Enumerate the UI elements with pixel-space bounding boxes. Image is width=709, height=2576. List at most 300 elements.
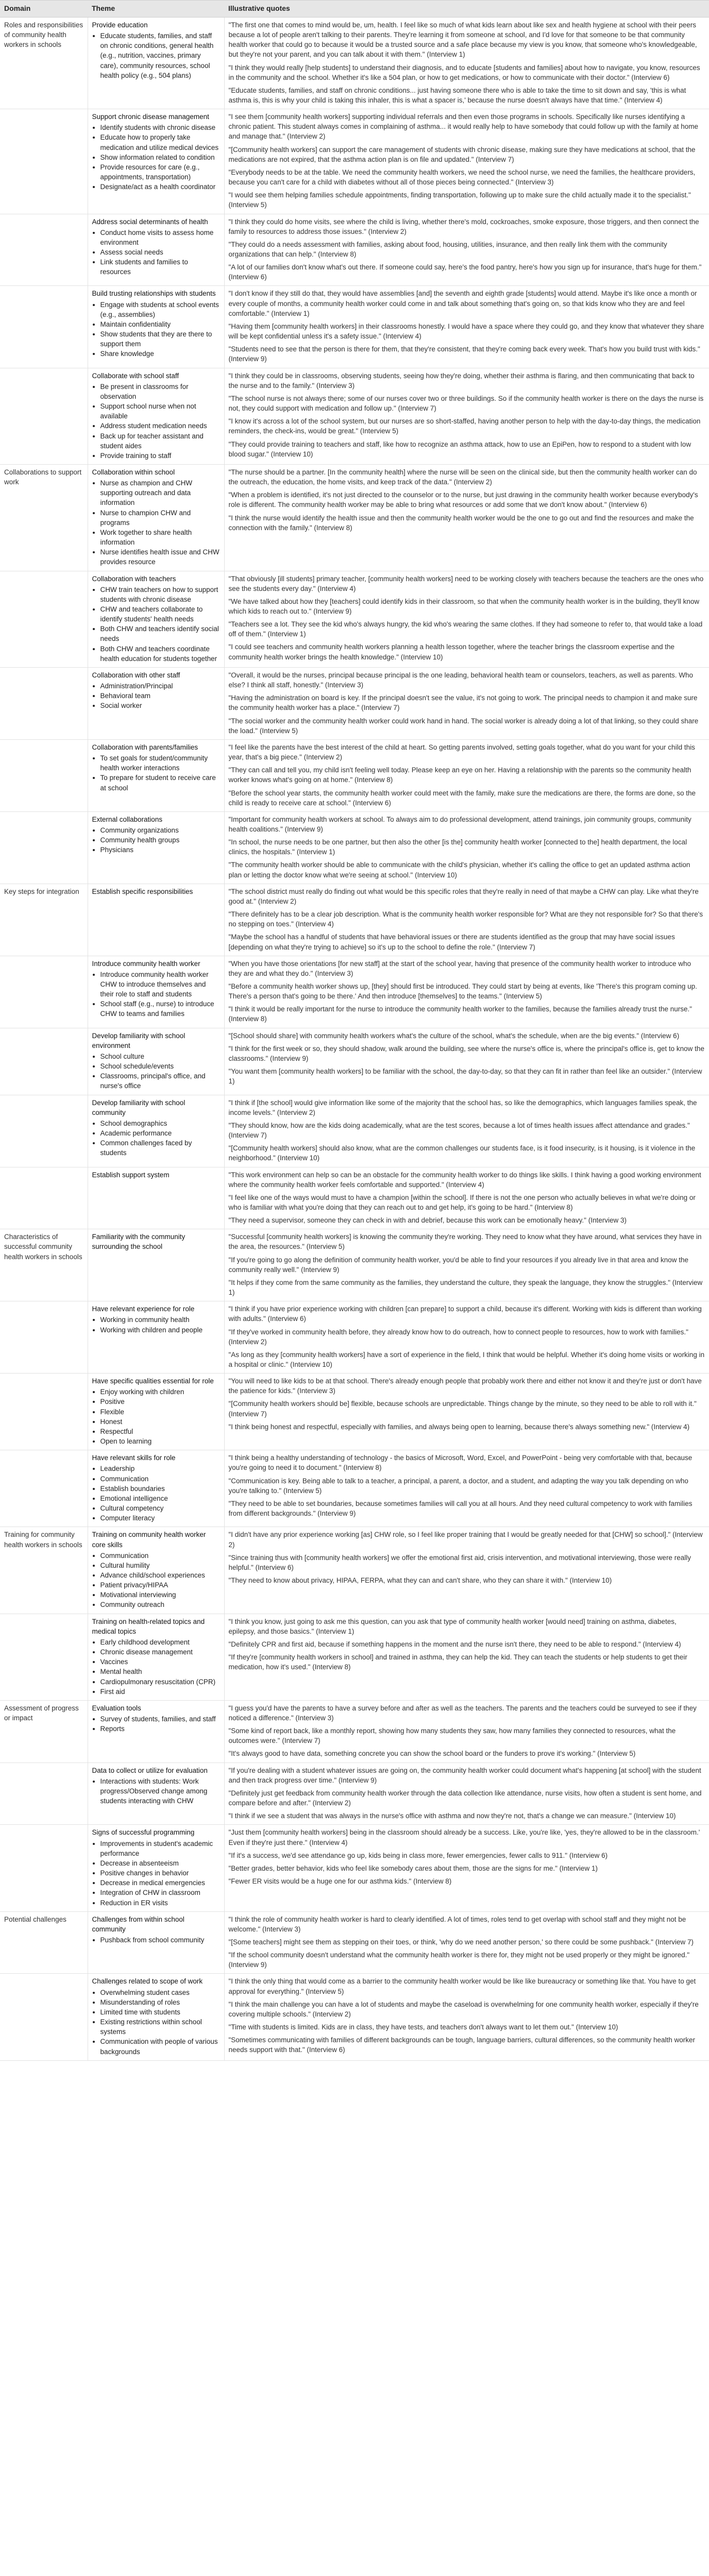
illustrative-quote: "The school nurse is not always there; some of our nurses cover two or three buildings. So if the community health worker is there on the days the nurse is not, they could support with medication and follow up." (Interview 7) [228,394,704,413]
subtheme-item: • Advance child/school experiences [100,1570,220,1580]
theme-cell [88,214,224,286]
subtheme-item: • Nurse to champion CHW and programs [100,508,220,528]
table-row [0,214,709,286]
illustrative-quote: "Communication is key. Being able to talk to a teacher, a principal, a parent, a doctor, and a student, and adapting the way you talk depending on who you're talking to." (Interview 5) [228,1477,688,1495]
domain-cell [0,368,88,464]
subtheme-list [92,970,220,1019]
illustrative-quote: "[Community health workers should be] flexible, because schools are unpredictable. Things change by the minute, so they need to be able to roll with it." (Interview 7) [228,1400,697,1418]
subtheme-list [92,123,220,192]
theme-title: Training on community health worker core skills [92,1531,206,1549]
quotes-cell [224,1825,709,1911]
illustrative-quote: "I see them [community health workers] supporting individual referrals and then even those programs in schools. Specifically like nurses identifying a chronic patient. This student always comes in complaining of asthma... it would really help to have somebody that could follow up with the family at home and manage that." (Interview 2) [228,113,698,141]
illustrative-quote: "The social worker and the community health worker could work hand in hand. The social worker is already doing a lot of that linking, so they could share the load." (Interview 5) [228,717,699,735]
theme-cell [88,1911,224,1974]
domain-cell [0,1974,88,2060]
illustrative-quote: "If they're [community health workers in school] and trained in asthma, they can help the kid. They can teach the students or help students to get their medication, how it's used." (Interview 8) [228,1653,687,1671]
subtheme-item: • Decrease in absenteeism [100,1858,220,1868]
illustrative-quote: "You want them [community health workers] to be familiar with the school, the day-to-day, so that they can fit in rather than feel like an outsider." (Interview 1) [228,1067,702,1086]
quotes-cell [224,571,709,667]
subtheme-item: • Work together to share health information [100,528,220,547]
subtheme-item: • Link students and families to resources [100,257,220,277]
domain-cell [0,739,88,811]
subtheme-item: • Share knowledge [100,349,220,359]
domain-cell [0,1301,88,1374]
illustrative-quote: "They could provide training to teachers and staff, like how to recognize an asthma attack, how to use an EpiPen, how to respond to a student with low blood sugar." (Interview 10) [228,440,691,458]
subtheme-list [92,1052,220,1091]
theme-cell [88,1167,224,1229]
subtheme-item: • School culture [100,1052,220,1061]
subtheme-item: • Provide training to staff [100,451,220,461]
quotes-cell [224,1229,709,1301]
theme-cell [88,1825,224,1911]
theme-title: Collaborate with school staff [92,371,179,380]
subtheme-item: • Interactions with students: Work progress/Observed change among students interacting with CHW [100,1776,220,1806]
subtheme-list [92,228,220,277]
table-row [0,571,709,667]
table-row [0,1974,709,2060]
subtheme-item: • Engage with students at school events (e.g., assemblies) [100,300,220,319]
theme-title: Provide education [92,21,148,29]
subtheme-item: • School demographics [100,1118,220,1128]
illustrative-quote: "I think for the first week or so, they should shadow, walk around the building, see where the nurse's office is, where the principal's office is, get to know the classrooms." (Interview 9) [228,1044,704,1062]
table-row [0,1374,709,1450]
subtheme-item: • Computer literacy [100,1513,220,1523]
subtheme-item: • Positive changes in behavior [100,1868,220,1878]
table-row [0,1762,709,1825]
subtheme-item: • CHW and teachers collaborate to identify students' health needs [100,604,220,624]
illustrative-quote: "I think they could do home visits, see where the child is living, whether there's mold, cockroaches, smoke exposure, those triggers, and then connect the family to resources to address those issues." (Interview 2) [228,217,699,235]
theme-cell [88,667,224,739]
table-row [0,1825,709,1911]
theme-cell [88,739,224,811]
subtheme-item: • Provide resources for care (e.g., appointments, transportation) [100,162,220,182]
theme-title: Collaboration with other staff [92,671,180,679]
subtheme-item: • Leadership [100,1464,220,1473]
theme-title: Develop familiarity with school community [92,1098,185,1116]
illustrative-quote: "I think being a healthy understanding of technology - the basics of Microsoft, Word, Excel, and PowerPoint - being very comfortable with that, because you're going to need it to document." (Interview 8) [228,1454,693,1472]
domain-cell [0,1614,88,1700]
illustrative-quote: "I feel like the parents have the best interest of the child at heart. So getting parents involved, setting goals together, what do you want for your child this year, that's a big piece." (Interview 2) [228,743,695,761]
illustrative-quote: "I don't know if they still do that, they would have assemblies [and] the seventh and eighth grade [students] would attend. Maybe it's like once a month or every couple of months, a community health worker could come in and talk about something that's going on, so that kids know who they are and feel comfortable." (Interview 1) [228,290,697,317]
illustrative-quote: "If you're going to go along the definition of community health worker, you'd be able to find your resources if you already live in that area and know the community really well." (Interview 9) [228,1256,688,1274]
illustrative-quote: "I think the only thing that would come as a barrier to the community health worker would be like like bureaucracy or something like that. You have to get approval for everything." (Interview 5) [228,1977,696,1995]
subtheme-item: • First aid [100,1687,220,1697]
illustrative-quote: "Sometimes communicating with families of different backgrounds can be tough, language barriers, cultural differences, so the community health worker needs support with that." (Interview 6) [228,2036,696,2054]
quotes-cell [224,286,709,368]
theme-title: Have relevant experience for role [92,1305,195,1313]
subtheme-item: • Back up for teacher assistant and student aides [100,431,220,451]
illustrative-quote: "The school district must really do finding out what would be this specific roles that they're really in need of that maybe a CHW can play. Like what they're good at." (Interview 2) [228,887,699,905]
subtheme-item: • Educate students, families, and staff on chronic conditions, general health (e.g., nutrition, vaccines, primary care), community resources, school health policy (e.g., 504 plans) [100,31,220,80]
subtheme-item: • Both CHW and teachers coordinate health education for students together [100,644,220,664]
domain-cell: Key steps for integration [0,884,88,956]
subtheme-list [92,1464,220,1523]
subtheme-item: • Designate/act as a health coordinator [100,182,220,192]
theme-title: Collaboration with teachers [92,574,176,583]
subtheme-list [92,1935,220,1945]
subtheme-item: • Nurse as champion and CHW supporting outreach and data information [100,478,220,507]
illustrative-quote: "Having the administration on board is key. If the principal doesn't see the value, it's not going to work. The principal needs to champion it and make sure the community health worker has a place." (Interview 7) [228,694,698,712]
subtheme-list [92,681,220,710]
illustrative-quote: "Better grades, better behavior, kids who feel like somebody cares about them, those are the signs for me." (Interview 1) [228,1864,598,1872]
header-theme: Theme [88,1,224,18]
subtheme-item: • Cultural humility [100,1561,220,1570]
subtheme-item: • Reports [100,1724,220,1734]
quotes-cell [224,17,709,109]
illustrative-quote: "Definitely just get feedback from community health worker through the data collection like attendance, nurse visits, how often a student is sent home, and compare before and after." (Interview 2) [228,1789,702,1807]
table-row [0,109,709,214]
theme-title: Data to collect or utilize for evaluation [92,1766,208,1774]
illustrative-quote: "I think you know, just going to ask me this question, can you ask that type of community health worker [would need] training on asthma, diabetes, epilepsy, and those basics." (Interview 1) [228,1617,677,1635]
theme-title: Establish support system [92,1171,170,1179]
subtheme-list [92,382,220,461]
theme-cell [88,1374,224,1450]
illustrative-quote: "It helps if they come from the same community as the families, they understand the culture, they speak the language, they know the struggles." (Interview 1) [228,1278,703,1297]
quotes-cell [224,1301,709,1374]
subtheme-item: • Flexible [100,1407,220,1417]
subtheme-item: • Overwhelming student cases [100,1988,220,1997]
theme-title: Develop familiarity with school environment [92,1031,185,1049]
subtheme-item: • To set goals for student/community health worker interactions [100,753,220,773]
subtheme-item: • Honest [100,1417,220,1427]
illustrative-quote: "They need to know about privacy, HIPAA, FERPA, what they can and can't share, who they can share it with." (Interview 10) [228,1576,612,1584]
subtheme-list [92,825,220,855]
quotes-cell [224,1450,709,1527]
subtheme-item: • Support school nurse when not available [100,401,220,421]
illustrative-quote: "Everybody needs to be at the table. We need the community health workers, we need the school nurse, we need the families, the healthcare providers, because you can't care for a child with diabetes without all of those pieces being connected." (Interview 3) [228,168,696,187]
theme-cell [88,1527,224,1614]
subtheme-item: • Cardiopulmonary resuscitation (CPR) [100,1677,220,1687]
illustrative-quote: "If the school community doesn't understand what the community health worker is there for, they might not be used properly or they might be ignored." (Interview 9) [228,1951,690,1969]
theme-cell [88,1301,224,1374]
subtheme-item: • Pushback from school community [100,1935,220,1945]
quotes-cell [224,1614,709,1700]
domain-cell [0,214,88,286]
subtheme-item: • Common challenges faced by students [100,1138,220,1158]
illustrative-quote: "I could see teachers and community health workers planning a health lesson together, where the teacher brings the classroom expertise and the community health worker brings the health knowledge." (Interview 10) [228,643,675,661]
illustrative-quote: "We have talked about how they [teachers] could identify kids in their classroom, so that when the community health worker is in the building, they'll know which kids to reach out to." (Interview 9) [228,597,700,615]
illustrative-quote: "The nurse should be a partner. [In the community health] where the nurse will be seen on the clinical side, but then the community health worker can do the outreach, the education, the home visits, and keep track of the data." (Interview 2) [228,468,697,486]
illustrative-quote: "I think if [the school] would give information like some of the majority that the school has, so like the demographics, which languages families speak, the income levels." (Interview 2) [228,1098,697,1116]
theme-title: Have specific qualities essential for role [92,1377,214,1385]
subtheme-item: • Open to learning [100,1436,220,1446]
subtheme-list [92,1839,220,1908]
theme-cell [88,884,224,956]
table-row [0,1527,709,1614]
domain-cell: Roles and responsibilities of community health workers in schools [0,17,88,109]
illustrative-quote: "I didn't have any prior experience working [as] CHW role, so I feel like proper training that I would be greatly needed for that [CHW] so school]." (Interview 2) [228,1531,703,1549]
subtheme-item: • School schedule/events [100,1061,220,1071]
illustrative-quote: "If it's a success, we'd see attendance go up, kids being in class more, fewer emergencies, fewer calls to 911." (Interview 6) [228,1851,608,1859]
illustrative-quote: "I think it would be really important for the nurse to introduce the community health worker to the families, because the families already trust the nurse." (Interview 8) [228,1005,693,1023]
illustrative-quote: "I know it's across a lot of the school system, but our nurses are so short-staffed, having another person to help with the day-to-day things, the medication reminders, the check-ins, would be great." (Interview 5) [228,417,701,435]
quotes-cell [224,464,709,571]
subtheme-list [92,753,220,793]
subtheme-item: • Address student medication needs [100,421,220,431]
illustrative-quote: "It's always good to have data, something concrete you can show the school board or the funders to prove it's working." (Interview 5) [228,1750,636,1758]
subtheme-item: • Cultural competency [100,1503,220,1513]
subtheme-item: • Show information related to condition [100,152,220,162]
theme-title: Challenges related to scope of work [92,1977,203,1986]
illustrative-quote: "I would see them helping families schedule appointments, finding transportation, following up to make sure the child actually made it to the specialist." (Interview 5) [228,191,691,209]
illustrative-quote: "Students need to see that the person is there for them, that they're consistent, that they're coming back every week. That's how you build trust with kids." (Interview 9) [228,345,700,363]
domain-cell [0,667,88,739]
table-row [0,1028,709,1095]
theme-title: Introduce community health worker [92,959,200,968]
quotes-cell [224,884,709,956]
quotes-cell [224,1527,709,1614]
theme-cell [88,368,224,464]
theme-cell [88,464,224,571]
illustrative-quote: "Just them [community health workers] being in the classroom should already be a success. Like, you're like, 'yes, they're allowed to be in the classroom.' Even if they're just there." (Interview 4) [228,1828,700,1846]
theme-cell [88,956,224,1028]
table-row [0,17,709,109]
table-row [0,884,709,956]
subtheme-item: • Reduction in ER visits [100,1898,220,1908]
subtheme-item: • Conduct home visits to assess home environment [100,228,220,247]
table-row [0,739,709,811]
subtheme-item: • Both CHW and teachers identify social needs [100,624,220,643]
subtheme-item: • Show students that they are there to support them [100,329,220,349]
table-row [0,1614,709,1700]
header-quotes: Illustrative quotes [224,1,709,18]
illustrative-quote: "Overall, it would be the nurses, principal because principal is the one leading, behavioral health team or counselors, teachers, as well as parents. Who else? I think all staff, honestly." (Interview 3) [228,671,694,689]
domain-cell [0,1825,88,1911]
table-body [0,17,709,2060]
domain-cell [0,286,88,368]
subtheme-list [92,478,220,567]
domain-cell: Training for community health workers in schools [0,1527,88,1614]
table-row [0,1700,709,1762]
theme-cell [88,1028,224,1095]
table-row [0,368,709,464]
domain-cell: Collaborations to support work [0,464,88,571]
subtheme-item: • Early childhood development [100,1637,220,1647]
subtheme-item: • Respectful [100,1427,220,1436]
illustrative-quote: "I think the nurse would identify the health issue and then the community health worker would be the one to go out and find the resources and make the connection with the family." (Interview 8) [228,514,694,532]
quotes-cell [224,1028,709,1095]
table-row [0,464,709,571]
domain-cell: Characteristics of successful community health workers in schools [0,1229,88,1301]
illustrative-quote: "Some kind of report back, like a monthly report, showing how many students they saw, how many families they connected to resources, what the outcomes were." (Interview 7) [228,1727,676,1745]
subtheme-item: • Patient privacy/HIPAA [100,1580,220,1590]
illustrative-quote: "They can call and tell you, my child isn't feeling well today. Please keep an eye on her. Having a relationship with the parents so the community health worker knows what's going on at home." (Interview 8) [228,766,691,784]
subtheme-item: • Behavioral team [100,691,220,701]
table-row [0,1095,709,1167]
subtheme-item: • Enjoy working with children [100,1387,220,1397]
subtheme-item: • Assess social needs [100,247,220,257]
subtheme-item: • Existing restrictions within school systems [100,2017,220,2037]
quotes-cell [224,1911,709,1974]
illustrative-quote: "[Community health workers] should also know, what are the common challenges our students face, is it food insecurity, is it housing, is it violence in the neighborhood." (Interview 10) [228,1144,696,1162]
subtheme-item: • Working with children and people [100,1325,220,1335]
subtheme-item: • Classrooms, principal's office, and nurse's office [100,1071,220,1091]
illustrative-quote: "When you have those orientations [for new staff] at the start of the school year, having that presence of the community health worker to introduce who they are and what they do." (Interview 3) [228,959,691,977]
subtheme-item: • Be present in classrooms for observation [100,382,220,401]
subtheme-list [92,31,220,80]
table-row [0,1229,709,1301]
illustrative-quote: "[School should share] with community health workers what's the culture of the school, what's the schedule, when are the big events." (Interview 6) [228,1031,680,1040]
table-row [0,1911,709,1974]
theme-title: Support chronic disease management [92,113,209,121]
subtheme-item: • Administration/Principal [100,681,220,691]
illustrative-quote: "Having them [community health workers] in their classrooms honestly. I would have a space where they could go, and they know that whatever they share will be kept confidential unless it's a safety issue." (Interview 4) [228,322,704,341]
illustrative-quote: "I think being honest and respectful, especially with families, and always being open to learning, because there's always something new." (Interview 4) [228,1422,690,1431]
header-domain: Domain [0,1,88,18]
illustrative-quote: "They need a supervisor, someone they can check in with and debrief, because this work can be emotionally heavy." (Interview 3) [228,1216,627,1225]
subtheme-list [92,1387,220,1446]
illustrative-quote: "They need to be able to set boundaries, because sometimes families will call you at all hours. And they need cultural competency to work with families from different backgrounds." (Interview 9) [228,1499,693,1518]
illustrative-quote: "Definitely CPR and first aid, because if something happens in the moment and the nurse isn't there, they need to be able to respond." (Interview 4) [228,1640,681,1648]
illustrative-quote: "The first one that comes to mind would be, um, health. I feel like so much of what kids learn about like sex and health hygiene at school with their peers because a lot of people aren't talking to their parents. They're learning it from someone at school, and I'd love for that someone to be that community health worker that could go to because it would be a trusted source and a safe place because my view is you know, that someone who's knowledgeable, but they're not your parent, and you can talk about it with them." (Interview 1) [228,21,697,59]
illustrative-quote: "If they've worked in community health before, they already know how to do outreach, how to connect people to resources, how to work with families." (Interview 2) [228,1328,688,1346]
subtheme-list [92,1551,220,1610]
theme-title: External collaborations [92,815,163,823]
domain-cell: Assessment of progress or impact [0,1700,88,1762]
table-row [0,811,709,884]
header-row [0,1,709,18]
subtheme-item: • CHW train teachers on how to support students with chronic disease [100,585,220,604]
quotes-cell [224,109,709,214]
illustrative-quote: "They could do a needs assessment with families, asking about food, housing, utilities, insurance, and then really link them with the community organizations that can help." (Interview 8) [228,240,667,258]
theme-cell [88,109,224,214]
domain-cell [0,1374,88,1450]
illustrative-quote: "I feel like one of the ways would must to have a champion [within the school]. If there is not the one person who actually believes in what we're doing or who is familiar with what you're doing that they can reach out to and get help, it's going to be hard." (Interview 8) [228,1193,696,1211]
table-row [0,667,709,739]
subtheme-item: • Integration of CHW in classroom [100,1888,220,1897]
quotes-cell [224,1762,709,1825]
illustrative-quote: "Before a community health worker shows up, [they] should first be introduced. They could start by being at events, like 'There's this program coming up. There's a person that's going to be there.' And then introduce [themselves] to the teams." (Interview 5) [228,982,697,1001]
quotes-cell [224,956,709,1028]
theme-cell [88,1614,224,1700]
illustrative-quote: "Before the school year starts, the community health worker could meet with the family, make sure the medications are there, the forms are done, so the child is ready to receive care at school." (Interview 6) [228,789,696,807]
illustrative-quote: "Time with students is limited. Kids are in class, they have tests, and teachers don't always want to let them out." (Interview 10) [228,2023,618,2031]
domain-cell [0,1762,88,1825]
illustrative-quote: "I think if you have prior experience working with children [can prepare] to support a child, because it's different. Working with kids is different than working with adults." (Interview 6) [228,1305,702,1323]
subtheme-item: • Maintain confidentiality [100,319,220,329]
quotes-cell [224,739,709,811]
subtheme-item: • Misunderstanding of roles [100,1997,220,2007]
theme-title: Challenges from within school community [92,1915,184,1933]
table-row [0,1167,709,1229]
theme-cell [88,1700,224,1762]
illustrative-quote: "As long as they [community health workers] have a sort of experience in the field, I think that would be helpful. Whether it's doing home visits or working in a hospital or clinic." (Interview 10) [228,1350,705,1368]
subtheme-item: • Physicians [100,845,220,855]
subtheme-item: • Survey of students, families, and staff [100,1714,220,1724]
subtheme-item: • Community health groups [100,835,220,845]
domain-cell [0,956,88,1028]
domain-cell [0,571,88,667]
subtheme-item: • Working in community health [100,1315,220,1325]
subtheme-item: • Community outreach [100,1600,220,1609]
subtheme-item: • Positive [100,1397,220,1406]
illustrative-quote: "They should know, how are the kids doing academically, what are the test scores, because a lot of times health issues affect attendance and grades." (Interview 7) [228,1121,690,1140]
theme-cell [88,1974,224,2060]
illustrative-quote: "Maybe the school has a handful of students that have behavioral issues or there are students identified as the group that may have social issues [depending on what they're trying to achieve] so it's up to the school to define the role." (Interview 7) [228,933,675,951]
illustrative-quote: "There definitely has to be a clear job description. What is the community health worker responsible for? What are they not responsible for? So that there's no stepping on toes." (Interview 4) [228,910,703,928]
quotes-cell [224,1700,709,1762]
theme-title: Address social determinants of health [92,217,208,226]
theme-cell [88,1762,224,1825]
subtheme-item: • School staff (e.g., nurse) to introduce CHW to teams and families [100,999,220,1019]
subtheme-item: • Chronic disease management [100,1647,220,1657]
subtheme-item: • Improvements in student's academic performance [100,1839,220,1858]
theme-cell [88,1229,224,1301]
illustrative-quote: "[Some teachers] might see them as stepping on their toes, or think, 'why do we need another person,' so there could be some pushback." (Interview 7) [228,1938,694,1946]
illustrative-quote: "Educate students, families, and staff on chronic conditions... just having someone there who is able to take the time to sit down and say, 'this is what asthma is, this is why your child is taking this inhaler, this is what a spacer is,' because the nurse doesn't always have that time." (Interview 4) [228,86,686,104]
subtheme-list [92,1988,220,2057]
subtheme-item: • Nurse identifies health issue and CHW provides resource [100,547,220,567]
theme-title: Signs of successful programming [92,1828,195,1837]
illustrative-quote: "When a problem is identified, it's not just directed to the counselor or to the nurse, but just drawing in the community health worker because everybody's role is different. The community health worker may be able to bring what resources or add some that we don't know about." (Interview 6) [228,491,698,509]
quotes-cell [224,667,709,739]
subtheme-item: • Educate how to properly take medication and utilize medical devices [100,132,220,152]
table-row [0,956,709,1028]
theme-cell [88,1450,224,1527]
theme-title: Training on health-related topics and medical topics [92,1617,205,1635]
quotes-cell [224,1167,709,1229]
theme-cell [88,286,224,368]
illustrative-quote: "Teachers see a lot. They see the kid who's always hungry, the kid who's wearing the same clothes. If they had someone to refer to, that would take a load off of them." (Interview 1) [228,620,703,638]
subtheme-item: • Introduce community health worker CHW to introduce themselves and their role to staff and students [100,970,220,999]
domain-cell [0,811,88,884]
table-row [0,1450,709,1527]
subtheme-list [92,1315,220,1334]
subtheme-list [92,1714,220,1734]
illustrative-quote: "A lot of our families don't know what's out there. If someone could say, here's the food pantry, here's how you sign up for insurance, that's huge for them." (Interview 6) [228,263,702,281]
subtheme-list [92,1118,220,1158]
illustrative-quote: "The community health worker should be able to communicate with the child's physician, whether it's calling the office to get an updated asthma action plan or letting the doctor know what we're seeing at school." (Interview 10) [228,861,690,879]
subtheme-item: • Communication with people of various backgrounds [100,2037,220,2056]
quotes-cell [224,1974,709,2060]
table-row [0,1301,709,1374]
subtheme-item: • Decrease in medical emergencies [100,1878,220,1888]
quotes-cell [224,811,709,884]
theme-title: Evaluation tools [92,1704,141,1712]
subtheme-item: • Limited time with students [100,2007,220,2017]
subtheme-item: • Communication [100,1551,220,1561]
illustrative-quote: "I think the role of community health worker is hard to clearly identified. A lot of times, roles tend to get overlap with school staff and they might not be welcome." (Interview 3) [228,1915,686,1933]
subtheme-item: • Emotional intelligence [100,1494,220,1503]
domain-cell [0,1167,88,1229]
subtheme-item: • Motivational interviewing [100,1590,220,1600]
illustrative-quote: "You will need to like kids to be at that school. There's already enough people that probably work there and either not know it and they're just or don't have the patience for kids." (Interview 3) [228,1377,702,1395]
theme-title: Establish specific responsibilities [92,887,193,895]
subtheme-item: • To prepare for student to receive care at school [100,773,220,792]
table-header [0,1,709,18]
theme-title: Collaboration with parents/families [92,743,198,751]
illustrative-quote: "I guess you'd have the parents to have a survey before and after as well as the teachers. The parents and the teachers could be surveyed to see if they noticed a difference." (Interview 3) [228,1704,697,1722]
quotes-cell [224,214,709,286]
subtheme-list [92,1776,220,1806]
theme-title: Have relevant skills for role [92,1454,176,1462]
domain-cell [0,1028,88,1095]
illustrative-quote: "I think they would really [help students] to understand their diagnosis, and to educate [students and families] about how to navigate, you know, resources in the community and the school. Whether it's like a 504 plan, or how to get medications, or how to communicate with their doctor." (Interview 6) [228,63,700,81]
subtheme-list [92,585,220,664]
subtheme-item: • Establish boundaries [100,1484,220,1494]
theme-cell [88,1095,224,1167]
quotes-cell [224,368,709,464]
table-row [0,286,709,368]
domain-cell: Potential challenges [0,1911,88,1974]
illustrative-quote: "Successful [community health workers] is knowing the community they're working. They need to know what they have around, what services they have in the area, the resources." (Interview 5) [228,1233,702,1251]
domain-cell [0,1095,88,1167]
subtheme-item: • Community organizations [100,825,220,835]
theme-title: Build trusting relationships with students [92,290,216,298]
domain-cell [0,1450,88,1527]
illustrative-quote: "Since training thus with [community health workers] we offer the emotional first aid, crisis intervention, and motivational interviewing, those were really helpful." (Interview 6) [228,1553,691,1571]
subtheme-item: • Communication [100,1474,220,1484]
